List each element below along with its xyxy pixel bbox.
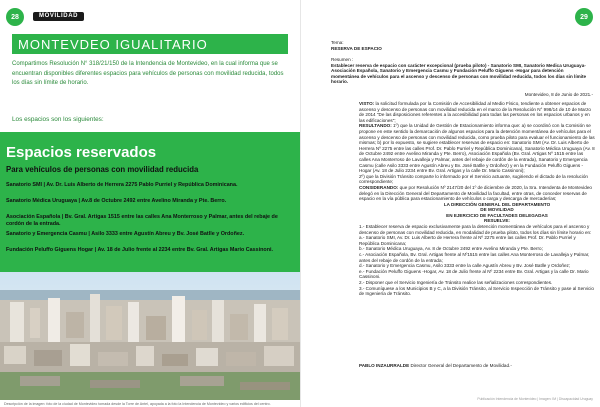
photo-caption: Descripción de la imagen: foto de la ciudad de Montevideo tomada desde la Torre de Antel, apoyada a la foto la Intendencia de Montevideo y varios edificios del centro. (4, 402, 271, 406)
reserved-spaces-poster (0, 132, 300, 400)
resultando-label: RESULTANDO: (359, 123, 392, 129)
page-number-left: 28 (6, 8, 24, 26)
decree-heading-line: LA DIRECCIÓN GENERAL DEL DEPARTAMENTO (443, 201, 551, 207)
page-footer: Publicación Intendencia de Montevideo | Imagen: IM | Discapacidad Uruguay (477, 397, 593, 401)
resolution-item: 2.- Disponer que el Servicio Ingeniería de Tránsito realice las señalizaciones correspondientes. (359, 280, 553, 285)
intro-text: Compartimos Resolución N° 318/21/150 de la Intendencia de Montevideo, en la cual informa que se encuentran disponibles diferentes espacios para vehículos de personas con movilidad reducida, todos los días sin límite de horario. (12, 61, 284, 86)
resumen-value: Establecer reserva de espacio con carácter excepcional (prueba piloto) - Sanatorio SMI, Sanatorio Medica Uruguaya- Asociación Española, Sanatorio y Emergencia Casmu y Fundación Peluffo Giguens -Hogar para detención momentánea de vehículos para el ascenso y descenso de personas con movilidad reducida, todos los días sin límite horario. (331, 62, 587, 85)
address-item: Sanatorio SMI | Av. Dr. Luis Alberto de Herrera 2275 Pablo Purriel y República Dominicana. (6, 182, 238, 188)
resolution-item: e.- Fundación Peluffo Giguens -Hogar, Av. 18 de Julio frente al Nº 2234 entre Bv. Gral. Artigas y la calle Dr. Mario Cassinoni. (359, 268, 589, 280)
considerando-paragraph (359, 185, 595, 202)
visto-text: la solicitud formulada por la Comisión de Accesibilidad al Medio Físico, tendiente a obtener espacios de ascenso y descenso de personas con movilidad reducida en el marco de la Resolución N° 998/14 de 10 de Marzo de 2014 "De las disposiciones referentes a la accesibilidad para todas las personas en los espacios urbanos y en las edificaciones"; (359, 101, 591, 123)
decree-heading-line: RESUELVE: (484, 218, 510, 224)
tema-label: Tema: (331, 40, 344, 45)
spaces-subhead: Los espacios son los siguientes: (12, 116, 104, 123)
tema-block (331, 40, 491, 51)
resolution-item: d.- Sanatorio y Emergencia Casmu, Asilo 3333 entre la calle Agustín Abreu y Bv. José Batlle y Ordoñez; (359, 263, 571, 269)
resultando-paragraph (359, 123, 595, 173)
resolution-item: 3.- Comuníquese a los Municipios B y C, a la División Tránsito, al Servicio Inspección de Tránsito y pase al Servicio de Ingeniería de Tránsito. (359, 285, 594, 297)
decree-heading (359, 202, 595, 224)
resultando2-text: 2º) que la División Tránsito comparte lo informado por el Servicio actuante, sugiriendo el dictado de la resolución correspondiente; (359, 173, 588, 185)
considerando-label: CONSIDERANDO: (359, 184, 399, 190)
address-item: Sanatorio y Emergencia Casmu | Asilo 3333 entre Agustín Abreu y Bv. José Batlle y Ordoñez. (6, 231, 245, 237)
montevideo-city-photo (0, 272, 300, 400)
address-item: Asociación Española | Bv. Gral. Artigas 1515 entre las calles Ana Monterroso y Palmar, antes del rebaje de cordón de la entrada. (6, 214, 278, 227)
resultando-text: 1º) que la Unidad de Gestión de Estacionamiento informa que: a) se coordinó con la Comisión se propone en este sentido la demarcación de algunos espacios para la detención momentánea de vehículos para el ascenso y descenso de personas con movilidad reducida, como prueba piloto para evaluar el funcionamiento de las mismas; b) por lo expuesto, se sugiere establecer reservas de espacio en: Sanatorio SMI (Av. Dr. Luis Alberto de Herrera Nº 2275 entre las calles Prof. Dr. Pablo Purriel y República Dominicana), Sanatorio Médica Uruguaya (Av. 8 de Octubre 2492 entre Avelino Miranda y Pte. Berro), Asociación Española (Bv. Gral. Artigas Nº 1515 entre las calles Ana Monterroso de Lavalleja y Palmar, antes del rebaje de cordón de la entrada), Sanatorio y Emergencia Casmu (calle Asilo 3333 entre Agustín Abreu y Bv. José Batlle y Ordoñez) y en la Fundación Peluffo Giguens -Hogar (Av. 18 de Julio 2234 entre Bv. Gral. Artigas y la calle Dr. Mario Cassinoni); (359, 123, 595, 174)
considerando-text: que por Resolución Nº 2147/20 del 1º de diciembre de 2020, la Sra. Intendenta de Montevideo delegó en la Dirección General del Departamento de Movilidad la facultad, entre otras, de conceder reservas de espacio en la vía pública para estacionamiento de vehículos o carga y descarga de mercaderías; (359, 184, 592, 202)
decree-heading-line: EN EJERCICIO DE FACULTADES DELEGADAS (446, 212, 548, 218)
decree-heading-line: DE MOVILIDAD (480, 207, 514, 213)
address-item: Sanatorio Médica Uruguaya | Av.8 de Octubre 2492 entre Avelino Miranda y Pte. Berro. (6, 198, 227, 204)
poster-subtitle: Para vehículos de personas con movilidad reducida (6, 165, 199, 174)
resolution-item: c.- Asociación Española, Bv. Gral. Artigas frente al Nº1515 entre las calles Ana Monterroso de Lavalleja y Palmar, antes del rebaje de cordón de la entrada; (359, 252, 590, 263)
resolution-body (359, 101, 595, 297)
right-page (300, 0, 600, 407)
signature-role: Director General del Departamento de Movilidad.- (410, 363, 512, 368)
section-tag: MOVILIDAD (33, 12, 84, 21)
tema-value: RESERVA DE ESPACIO (331, 45, 382, 51)
resumen-label: Resumen : (331, 57, 354, 62)
resolution-item: 1.- Establecer reserva de espacio exclusivamente para la detención momentánea de vehículos para el ascenso y descenso de personas con movilidad reducida, en modalidad de prueba piloto, todos los días sin límite horario en: (359, 224, 592, 235)
poster-title: Espacios reservados (6, 144, 157, 161)
visto-label: VISTO: (359, 101, 375, 106)
resolution-date: Montevideo, 8 de Junio de 2021.- (524, 92, 593, 97)
signature-name: PABLO INZAURRALDE (359, 363, 410, 368)
resumen-block (331, 57, 593, 85)
resolution-item: b.- Sanatorio Médica Uruguaya, Av. 8 de Octubre 2492 entre Avelino Miranda y Pte. Berro; (359, 246, 543, 252)
address-item: Fundación Peluffo Giguens Hogar | Av. 18 de Julio frente al 2234 entre Bv. Gral. Artigas Mario Cassinoni. (6, 247, 274, 253)
resolution-item: a.- Sanatorio SMI, Av. Dr. Luis Alberto de Herrera frente al Nº 2275 entre las calles Prof. Dr. Pablo Purriel y República Dominicana; (359, 235, 576, 246)
page-number-right: 29 (575, 8, 593, 26)
signature-block (359, 363, 595, 369)
page-title: MONTEVDEO IGUALITARIO (18, 37, 208, 52)
title-bar (12, 34, 288, 54)
visto-paragraph (359, 101, 595, 123)
